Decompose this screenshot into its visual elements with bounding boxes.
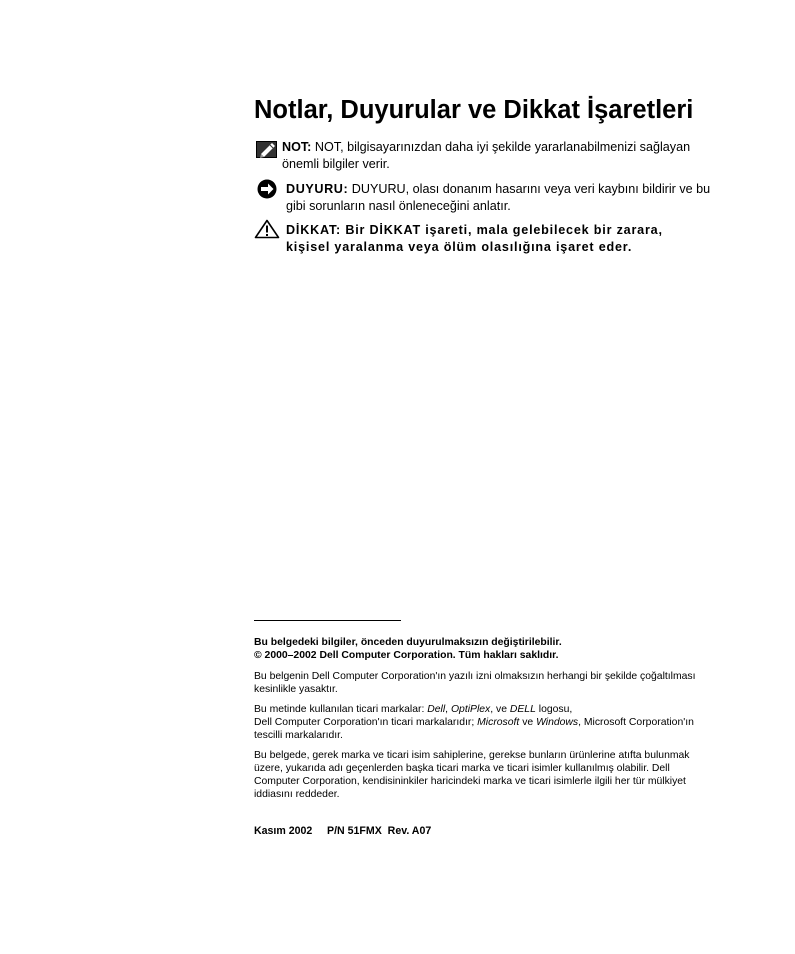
note-icon-wrapper [256, 139, 278, 164]
reproduction-notice: Bu belgenin Dell Computer Corporation'ın yazılı izni olmaksızın herhangi bir şekilde çoğaltılması kesinlikle yasaktır. [254, 671, 696, 695]
note-text: NOT, bilgisayarınızdan daha iyi şekilde yararlanabilmenizi sağlayan önemli bilgiler verir. [282, 140, 691, 171]
notice-label: DUYURU: [286, 182, 349, 196]
note-label: NOT: [282, 140, 312, 154]
notice-block [286, 181, 718, 215]
footer-part-number: P/N 51FMX Rev. A07 [327, 825, 432, 837]
pencil-icon [256, 139, 278, 159]
tm-intro: Bu metinde kullanılan ticari markalar: [254, 704, 428, 715]
notice-icon-wrapper [256, 179, 278, 204]
arrow-circle-icon [256, 179, 278, 199]
tm-sep2: , ve [490, 704, 510, 715]
trademark-notice [254, 703, 716, 742]
legal-header [254, 636, 716, 662]
caution-icon-wrapper [254, 219, 280, 244]
trademark-line-1 [254, 703, 716, 716]
tm-sep1: , [445, 704, 451, 715]
tm-optiplex: OptiPlex [450, 704, 491, 715]
copyright: © 2000–2002 Dell Computer Corporation. Tüm hakları saklıdır. [254, 650, 559, 661]
tm-dell: Dell [427, 704, 446, 715]
other-marks-notice: Bu belgede, gerek marka ve ticari isim sahiplerine, gerekse bunların ürünlerine atıfta bulunmak üzere, yukarıda adı geçenlerden başka ticari marka ve ticari isimler kullanılmış olabilir. Dell Computer Corporation, kendisininkiler haricindeki marka ve ticari isimlerle ilgili her tür mülkiyet iddiasını reddeder. [254, 750, 690, 800]
tm-line2b: , Microsoft Corporation'ın tescilli markalarıdır. [254, 717, 694, 741]
tm-dell-caps: DELL [509, 704, 536, 715]
caution-block [286, 222, 686, 256]
caution-text: DİKKAT: Bir DİKKAT işareti, mala gelebilecek bir zarara, kişisel yaralanma veya ölüm olasılığına işaret eder. [286, 223, 663, 254]
warning-triangle-icon [254, 219, 280, 239]
legal-change-notice: Bu belgedeki bilgiler, önceden duyurulmaksızın değiştirilebilir. [254, 637, 562, 648]
trademark-line-2 [254, 716, 716, 742]
tm-ve: ve [519, 717, 537, 728]
tm-microsoft: Microsoft [477, 717, 520, 728]
divider [254, 620, 401, 621]
page-title: Notlar, Duyurular ve Dikkat İşaretleri [254, 96, 694, 124]
tm-windows: Windows [536, 717, 579, 728]
notice-text: DUYURU, olası donanım hasarını veya veri kaybını bildirir ve bu gibi sorunların nasıl önleneceğini anlatır. [286, 182, 711, 213]
tm-logo: logosu, [535, 704, 573, 715]
footer [254, 825, 431, 837]
footer-date: Kasım 2002 [254, 825, 313, 837]
tm-line2a: Dell Computer Corporation'ın ticari markalarıdır; [254, 717, 478, 728]
note-block [282, 139, 714, 173]
